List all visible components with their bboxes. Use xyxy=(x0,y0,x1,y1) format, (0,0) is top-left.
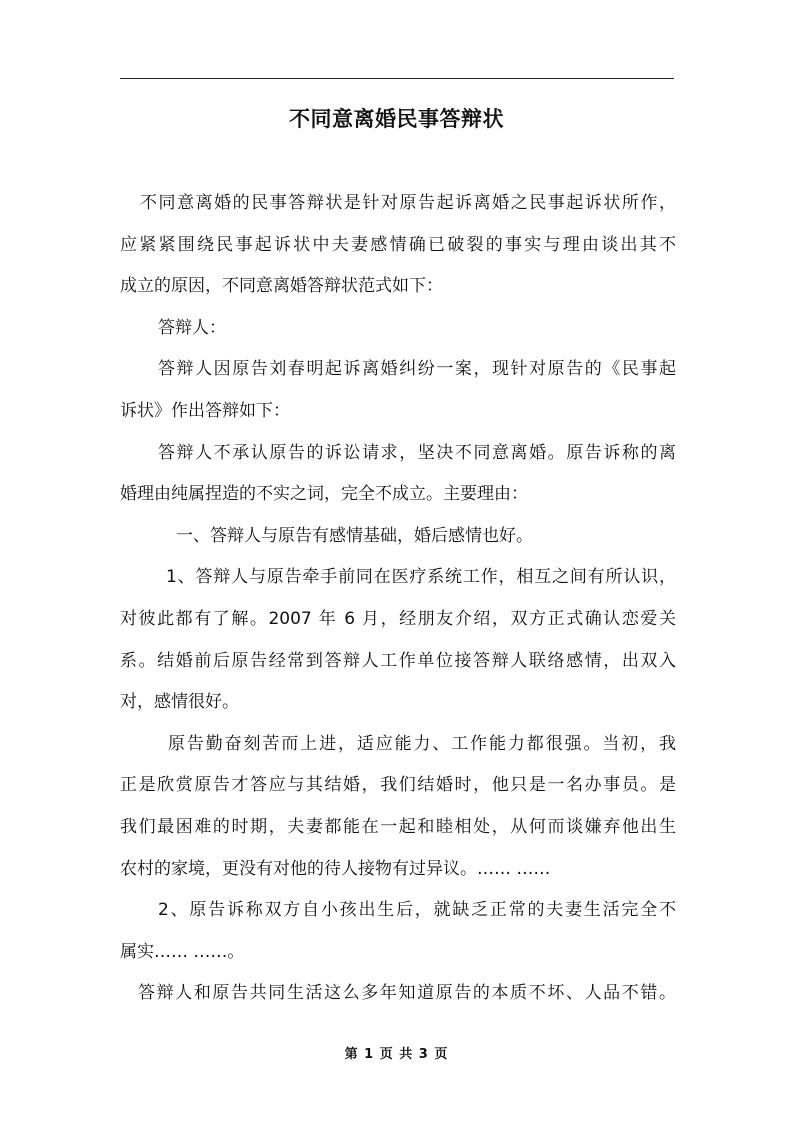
text-line: 我们最困难的时期，夫妻都能在一起和睦相处，从何而谈嫌弃他出生 xyxy=(120,816,676,837)
text-line: 不同意离婚的民事答辩状是针对原告起诉离婚之民事起诉状所作， xyxy=(140,193,676,213)
text-line: 答辩人和原告共同生活这么多年知道原告的本质不坏、人品不错。 xyxy=(138,983,676,1004)
text-line: 农村的家境，更没有对他的待人接物有过异议。…… …… xyxy=(120,858,551,879)
document-body xyxy=(120,183,676,1015)
text-line: 对彼此都有了解。2007 年 6 月，经朋友介绍，双方正式确认恋爱关 xyxy=(120,608,676,629)
document-title: 不同意离婚民事答辩状 xyxy=(289,107,504,131)
text-line: 婚理由纯属捏造的不实之词，完全不成立。主要理由： xyxy=(120,484,528,505)
text-line: 答辩人因原告刘春明起诉离婚纠纷一案，现针对原告的《民事起 xyxy=(158,359,676,380)
page-footer: 第 1 页 共 3 页 xyxy=(344,1047,449,1062)
text-line: 答辩人： xyxy=(158,317,226,338)
text-line: 一、答辩人与原告有感情基础，婚后感情也好。 xyxy=(176,525,533,546)
text-line: 对，感情很好。 xyxy=(120,692,239,713)
text-line: 应紧紧围绕民事起诉状中夫妻感情确已破裂的事实与理由谈出其不 xyxy=(120,234,676,255)
text-line: 原告勤奋刻苦而上进，适应能力、工作能力都很强。当初，我 xyxy=(168,733,676,754)
text-line: 1、答辩人与原告牵手前同在医疗系统工作，相互之间有所认识， xyxy=(166,567,676,588)
text-line: 系。结婚前后原告经常到答辩人工作单位接答辩人联络感情，出双入 xyxy=(120,650,676,671)
text-line: 成立的原因，不同意离婚答辩状范式如下： xyxy=(120,276,443,297)
header-rule xyxy=(120,78,674,79)
text-line: 诉状》作出答辩如下： xyxy=(120,400,290,421)
text-line: 属实…… ……。 xyxy=(120,941,245,962)
text-line: 2、原告诉称双方自小孩出生后，就缺乏正常的夫妻生活完全不 xyxy=(158,900,676,921)
text-line: 正是欣赏原告才答应与其结婚，我们结婚时，他只是一名办事员。是 xyxy=(120,775,676,796)
text-line: 答辩人不承认原告的诉讼请求，坚决不同意离婚。原告诉称的离 xyxy=(158,442,676,463)
